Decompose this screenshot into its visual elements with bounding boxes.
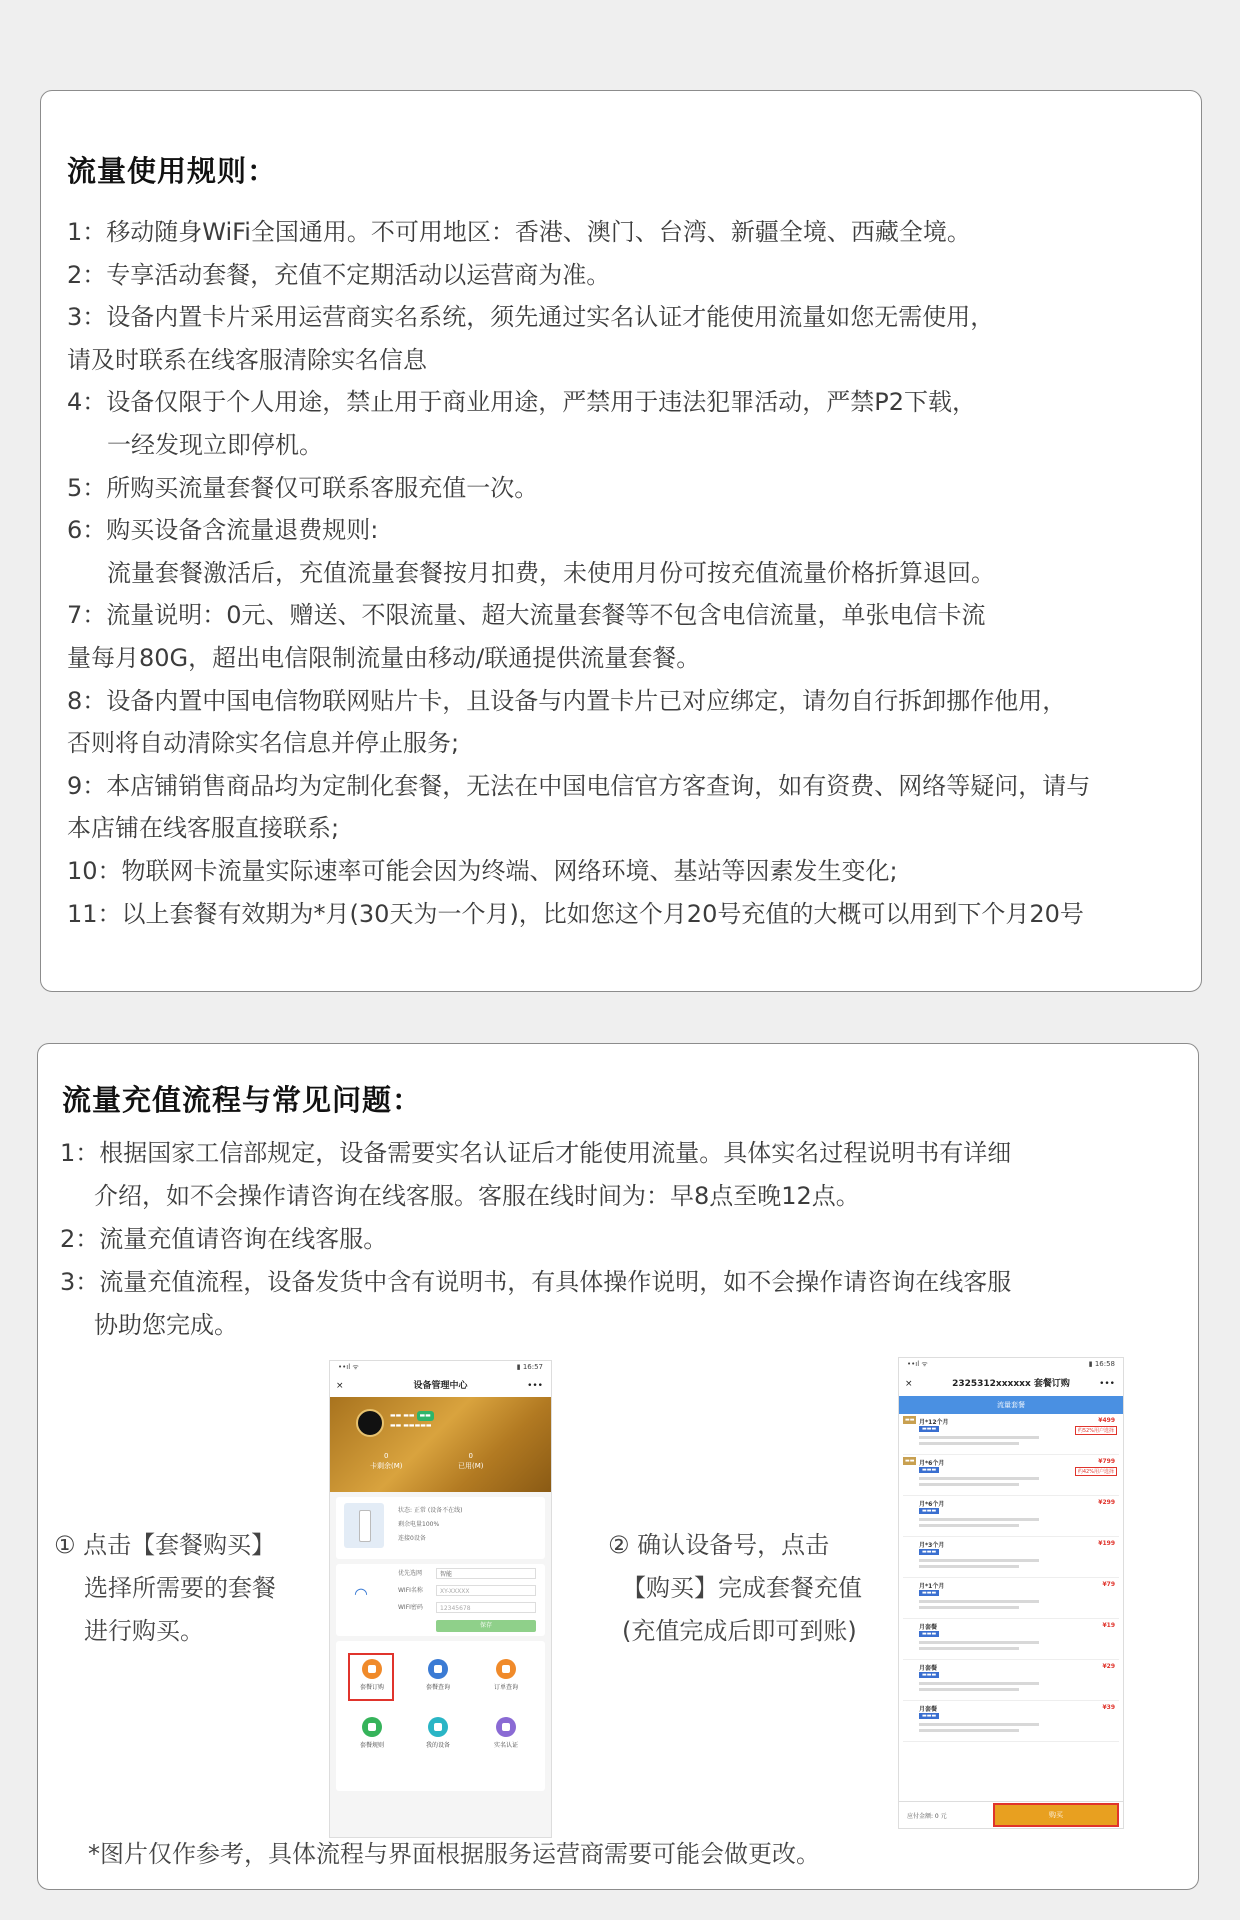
phone-title: 2325312xxxxxx 套餐订购 <box>952 1379 1070 1389</box>
caption-line: 选择所需要的套餐 <box>84 1574 276 1602</box>
rule-line: 本店铺在线客服直接联系; <box>67 814 340 843</box>
package-unit-price: ▬▬▬ <box>919 1426 939 1432</box>
wifi-pwd-label: WIFI密码 <box>398 1604 423 1611</box>
step1-caption <box>54 1524 276 1653</box>
package-order-screenshot <box>898 1357 1124 1829</box>
package-item[interactable] <box>903 1496 1119 1537</box>
menu-realname[interactable] <box>476 1717 536 1749</box>
faq-line: 协助您完成。 <box>94 1311 238 1339</box>
package-price: ¥79 <box>1102 1581 1115 1588</box>
package-price: ¥499 <box>1098 1417 1115 1424</box>
menu-query[interactable] <box>408 1659 468 1691</box>
close-icon[interactable]: × <box>336 1381 344 1391</box>
package-desc <box>919 1682 1039 1685</box>
package-unit-price: ▬▬▬ <box>919 1590 939 1596</box>
package-desc <box>919 1483 1019 1486</box>
wifi-pref-label: 优先选网 <box>398 1570 423 1577</box>
menu-label: 套餐查询 <box>425 1684 450 1691</box>
device-icon <box>428 1717 448 1737</box>
package-desc <box>919 1723 1039 1726</box>
rule-line: 9：本店铺销售商品均为定制化套餐，无法在中国电信官方客查询，如有资费、网络等疑问，请与 <box>67 771 1091 800</box>
package-name: 月*6个月 <box>919 1501 945 1508</box>
package-name: 月套餐 <box>919 1624 938 1631</box>
package-price: ¥299 <box>1098 1499 1115 1506</box>
used-label: 已用(M) <box>458 1462 484 1470</box>
clock-text: ▮ 16:58 <box>1088 1360 1115 1368</box>
package-list <box>899 1414 1123 1742</box>
tab-traffic-package[interactable]: 流量套餐 <box>899 1396 1123 1414</box>
used-value: 0 <box>468 1452 473 1460</box>
menu-label: 实名认证 <box>493 1742 518 1749</box>
orders-icon <box>496 1659 516 1679</box>
rules-title: 流量使用规则： <box>67 154 278 188</box>
rule-line: 10：物联网卡流量实际速率可能会因为终端、网络环境、基站等因素发生变化; <box>67 856 898 885</box>
rule-line: 流量套餐激活后，充值流量套餐按月扣费，未使用月份可按充值流量价格折算退回。 <box>107 558 995 587</box>
account-banner <box>330 1397 551 1492</box>
balance-value: 0 <box>384 1452 389 1460</box>
package-badge: ▬▬ <box>905 1458 915 1464</box>
used-stat <box>458 1451 484 1471</box>
menu-label: 套餐规则 <box>359 1742 384 1749</box>
faq-list <box>60 1132 1178 1347</box>
caption-line: 【购买】完成套餐充值 <box>622 1574 862 1602</box>
package-item[interactable] <box>903 1578 1119 1619</box>
menu-label: 套餐订购 <box>359 1684 384 1691</box>
caption-line: ① 点击【套餐购买】 <box>54 1531 276 1559</box>
rule-line: 8：设备内置中国电信物联网贴片卡，且设备与内置卡片已对应绑定，请勿自行拆卸挪作他用， <box>67 686 1067 715</box>
phone-title: 设备管理中心 <box>413 1381 468 1391</box>
package-desc <box>919 1565 1019 1568</box>
close-icon[interactable]: × <box>905 1379 913 1389</box>
balance-stat <box>370 1451 403 1471</box>
wifi-pref-select[interactable]: 智能 <box>436 1568 536 1579</box>
package-desc <box>919 1641 1039 1644</box>
package-desc <box>919 1688 1019 1691</box>
package-desc <box>919 1524 1019 1527</box>
id-card-icon <box>496 1717 516 1737</box>
package-item[interactable] <box>903 1701 1119 1742</box>
package-unit-price: ▬▬▬ <box>919 1508 939 1514</box>
package-desc <box>919 1647 1019 1650</box>
more-icon[interactable]: ••• <box>1099 1379 1115 1389</box>
caption-line: ② 确认设备号，点击 <box>608 1531 830 1559</box>
menu-device[interactable] <box>408 1717 468 1749</box>
wifi-icon: ◠ <box>354 1584 368 1603</box>
menu-grid <box>336 1641 545 1791</box>
faq-line: 1：根据国家工信部规定，设备需要实名认证后才能使用流量。具体实名过程说明书有详细 <box>60 1139 1012 1167</box>
caption-line: 进行购买。 <box>84 1617 204 1645</box>
package-price: ¥19 <box>1102 1622 1115 1629</box>
package-name: 月套餐 <box>919 1706 938 1713</box>
package-item[interactable] <box>903 1414 1119 1455</box>
avatar <box>356 1409 384 1437</box>
rule-line: 3：设备内置卡片采用运营商实名系统，须先通过实名认证才能使用流量如您无需使用， <box>67 303 995 332</box>
buy-button[interactable]: 购买 <box>995 1805 1117 1825</box>
wifi-pwd-input[interactable]: 12345678 <box>436 1602 536 1613</box>
device-center-screenshot <box>329 1360 552 1838</box>
query-icon <box>428 1659 448 1679</box>
menu-orders[interactable] <box>476 1659 536 1691</box>
phone-nav <box>330 1375 551 1397</box>
package-tag: 约52%用户选择 <box>1075 1426 1117 1435</box>
signal-icon: ••ıl ᯤ <box>338 1363 359 1371</box>
signal-icon: ••ıl ᯤ <box>907 1360 928 1368</box>
recharge-title: 流量充值流程与常见问题： <box>62 1083 423 1117</box>
package-desc <box>919 1729 1019 1732</box>
save-button[interactable]: 保存 <box>436 1620 536 1632</box>
status-text: 状态: 正常 (设备不在线) <box>398 1507 463 1514</box>
package-item[interactable] <box>903 1455 1119 1496</box>
package-item[interactable] <box>903 1619 1119 1660</box>
status-bar <box>330 1361 551 1375</box>
rule-line: 6：购买设备含流量退费规则: <box>67 516 379 545</box>
rules-card <box>40 90 1202 992</box>
package-unit-price: ▬▬▬ <box>919 1713 939 1719</box>
recharge-card <box>37 1043 1199 1890</box>
device-status-panel <box>336 1497 545 1559</box>
package-unit-price: ▬▬▬ <box>919 1467 939 1473</box>
package-name: 月*3个月 <box>919 1542 945 1549</box>
menu-label: 订单查询 <box>493 1684 518 1691</box>
account-info: ▬▬ ▬▬ ▬▬ ▬▬ ▬▬▬▬▬ <box>390 1411 434 1431</box>
status-bar <box>899 1358 1123 1372</box>
package-badge: ▬▬ <box>905 1417 915 1423</box>
conn-text: 连接0设备 <box>398 1535 426 1542</box>
rule-line: 请及时联系在线客服清除实名信息 <box>67 345 427 374</box>
caption-line: (充值完成后即可到账) <box>622 1617 857 1645</box>
package-tag: 约42%用户选择 <box>1075 1467 1117 1476</box>
clock-text: ▮ 16:57 <box>516 1363 543 1371</box>
rule-line: 7：流量说明：0元、赠送、不限流量、超大流量套餐等不包含电信流量，单张电信卡流 <box>67 601 986 630</box>
rule-line: 2：专享活动套餐，充值不定期活动以运营商为准。 <box>67 260 611 289</box>
menu-order[interactable] <box>342 1659 402 1691</box>
faq-line: 3：流量充值流程，设备发货中含有说明书，有具体操作说明，如不会操作请咨询在线客服 <box>60 1268 1012 1296</box>
buy-bar <box>899 1801 1123 1828</box>
package-unit-price: ▬▬▬ <box>919 1672 939 1678</box>
menu-label: 我的设备 <box>425 1742 450 1749</box>
more-icon[interactable]: ••• <box>527 1381 543 1391</box>
package-name: 月套餐 <box>919 1665 938 1672</box>
order-icon <box>362 1659 382 1679</box>
faq-line: 2：流量充值请咨询在线客服。 <box>60 1225 388 1253</box>
package-name: 月*6个月 <box>919 1460 945 1467</box>
package-price: ¥799 <box>1098 1458 1115 1465</box>
package-item[interactable] <box>903 1660 1119 1701</box>
wifi-settings-panel <box>336 1564 545 1636</box>
rule-line: 5：所购买流量套餐仅可联系客服充值一次。 <box>67 473 539 502</box>
step2-caption <box>608 1524 862 1653</box>
package-desc <box>919 1518 1039 1521</box>
device-image <box>344 1503 384 1548</box>
wifi-name-label: WIFI名称 <box>398 1587 423 1594</box>
package-desc <box>919 1477 1039 1480</box>
menu-rules[interactable] <box>342 1717 402 1749</box>
faq-line: 介绍，如不会操作请咨询在线客服。客服在线时间为：早8点至晚12点。 <box>94 1182 860 1210</box>
package-desc <box>919 1559 1039 1562</box>
rules-list <box>67 211 1181 935</box>
package-desc <box>919 1600 1039 1603</box>
package-desc <box>919 1436 1039 1439</box>
rule-line: 量每月80G，超出电信限制流量由移动/联通提供流量套餐。 <box>67 643 701 672</box>
package-name: 月*12个月 <box>919 1419 949 1426</box>
balance-label: 卡剩余(M) <box>370 1462 403 1470</box>
package-name: 月*1个月 <box>919 1583 945 1590</box>
package-unit-price: ▬▬▬ <box>919 1549 939 1555</box>
rules-icon <box>362 1717 382 1737</box>
phone-nav <box>899 1372 1123 1396</box>
package-item[interactable] <box>903 1537 1119 1578</box>
rule-line: 11：以上套餐有效期为*月(30天为一个月)，比如您这个月20号充值的大概可以用到下个月20号 <box>67 899 1084 928</box>
amount-text: 应付金额: 0 元 <box>907 1813 947 1820</box>
package-desc <box>919 1442 1019 1445</box>
wifi-name-input[interactable]: XY-XXXXX <box>436 1585 536 1596</box>
rule-line: 1：移动随身WiFi全国通用。不可用地区：香港、澳门、台湾、新疆全境、西藏全境。 <box>67 218 971 246</box>
battery-text: 剩余电量100% <box>398 1521 440 1528</box>
package-unit-price: ▬▬▬ <box>919 1631 939 1637</box>
package-price: ¥29 <box>1102 1663 1115 1670</box>
package-price: ¥199 <box>1098 1540 1115 1547</box>
rule-line: 一经发现立即停机。 <box>107 430 323 459</box>
rule-line: 否则将自动清除实名信息并停止服务; <box>67 729 460 758</box>
footnote: *图片仅作参考，具体流程与界面根据服务运营商需要可能会做更改。 <box>88 1840 820 1868</box>
package-desc <box>919 1606 1019 1609</box>
package-price: ¥39 <box>1102 1704 1115 1711</box>
rule-line: 4：设备仅限于个人用途，禁止用于商业用途，严禁用于违法犯罪活动，严禁P2下载， <box>67 388 977 417</box>
